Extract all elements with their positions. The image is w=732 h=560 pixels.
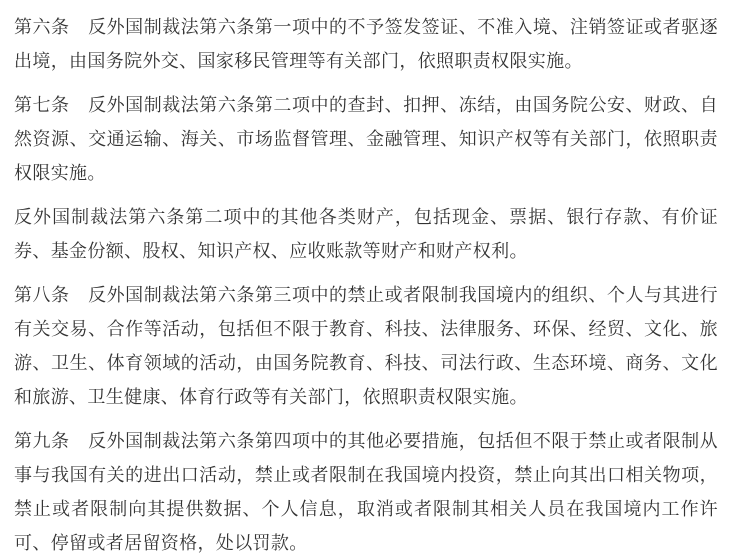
legal-paragraph-article-8: 第八条 反外国制裁法第六条第三项中的禁止或者限制我国境内的组织、个人与其进行有关交易、合作等活动，包括但不限于教育、科技、法律服务、环保、经贸、文化、旅游、卫生、体育领域的活动，由国务院教育、科技、司法行政、生态环境、商务、文化和旅游、卫生健康、体育行政等有关部门，依照职责权限实施。 (14, 285, 718, 407)
legal-paragraph-article-7: 第七条 反外国制裁法第六条第二项中的查封、扣押、冻结，由国务院公安、财政、自然资源、交通运输、海关、市场监督管理、金融管理、知识产权等有关部门，依照职责权限实施。 (14, 95, 718, 183)
legal-paragraph-article-9: 第九条 反外国制裁法第六条第四项中的其他必要措施，包括但不限于禁止或者限制从事与我国有关的进出口活动，禁止或者限制在我国境内投资，禁止向其出口相关物项，禁止或者限制向其提供数据、个人信息，取消或者限制其相关人员在我国境内工作许可、停留或者居留资格，处以罚款。 (14, 431, 718, 553)
legal-paragraph-article-7-property-clause: 反外国制裁法第六条第二项中的其他各类财产，包括现金、票据、银行存款、有价证券、基金份额、股权、知识产权、应收账款等财产和财产权利。 (14, 207, 718, 261)
legal-paragraph-article-6: 第六条 反外国制裁法第六条第一项中的不予签发签证、不准入境、注销签证或者驱逐出境，由国务院外交、国家移民管理等有关部门，依照职责权限实施。 (14, 17, 718, 71)
